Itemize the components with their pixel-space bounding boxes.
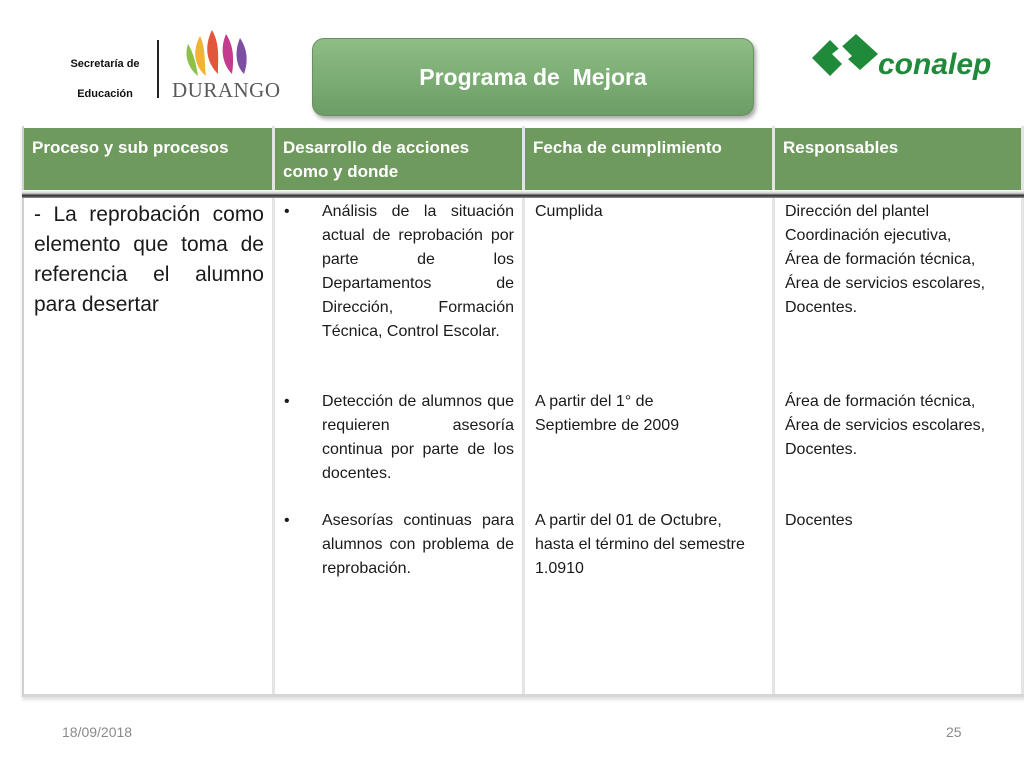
responsible-line: Área de servicios escolares, [785,275,986,292]
bullet-icon: • [284,203,290,220]
secretaria-label-line2: Educación [77,88,133,100]
page-title: Programa de Mejora [419,63,647,90]
header-separator [22,190,1024,198]
action-text: Asesorías continuas para alumnos con problema de reprobación. [322,512,514,577]
date-cell: Cumplida [535,203,603,220]
secretaria-label-line1: Secretaría de [70,58,140,70]
header-cell-responsables: Responsables [775,128,1021,190]
process-cell: - La reprobación como elemento que toma de referencia el alumno para desertar [34,203,264,316]
header-cell-fecha: Fecha de cumplimiento [525,128,772,190]
date-cell: A partir del 01 de Octubre, hasta el término del semestre 1.0910 [535,512,745,577]
header-divider [157,40,159,98]
bullet-icon: • [284,393,290,410]
responsible-line: Dirección del plantel [785,203,930,220]
title-banner [312,38,754,116]
date-cell: A partir del 1° de Septiembre de 2009 [535,393,680,434]
column-divider [272,126,275,694]
action-text: Análisis de la situación actual de reprobación por parte de los Departamentos de Dirección, Formación Técnica, Control Escolar. [322,203,514,340]
conalep-logo-icon [808,28,888,84]
bullet-icon: • [284,512,290,529]
responsible-cell [785,390,1020,462]
responsible-cell [785,200,1020,320]
footer-date: 18/09/2018 [62,724,133,740]
column-divider [522,126,525,694]
column-divider [772,126,775,694]
durango-wordmark: DURANGO [172,78,281,102]
action-item [284,390,516,486]
responsible-line: Área de servicios escolares, [785,417,986,434]
header-cell-desarrollo: Desarrollo de acciones como y donde [275,128,522,190]
responsible-line: Área de formación técnica, [785,393,976,410]
header-cell-proceso: Proceso y sub procesos [24,128,272,190]
responsible-line: Docentes. [785,441,858,458]
action-text: Detección de alumnos que requieren asesoría continua por parte de los docentes. [322,393,514,482]
responsible-line: Área de formación técnica, [785,251,976,268]
conalep-wordmark: conalep [878,48,992,81]
responsible-line: Docentes. [785,299,858,316]
page-number: 25 [946,724,962,740]
action-item [284,200,516,368]
action-item [284,509,516,605]
responsible-line: Coordinación ejecutiva, [785,227,952,244]
responsible-cell [785,509,1020,533]
responsible-line: Docentes [785,512,853,529]
